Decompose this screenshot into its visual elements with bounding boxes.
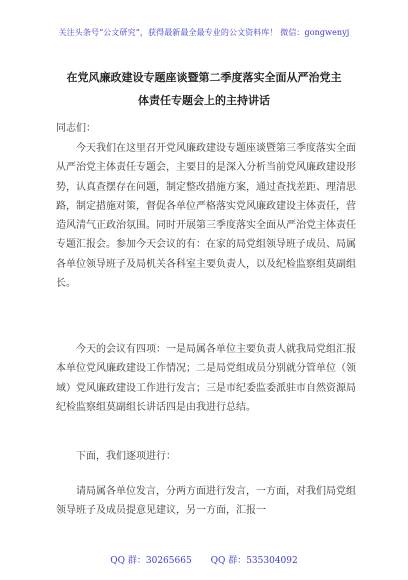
title-line-2: 体责任专题会上的主持讲话 (138, 94, 270, 107)
paragraph-speech-start: 请局属各单位发言，分两方面进行发言，一方面，对我们局党组领导班子及成员提意见建议，另一方面，汇报一 (56, 486, 356, 517)
title-line-1: 在党风廉政建设专题座谈暨第二季度落实全面从严治党主 (66, 71, 342, 84)
footer-qq-group-1: QQ 群：30265665 (110, 556, 192, 566)
paragraph-agenda: 今天的会议有四项：一是局属各单位主要负责人就我局党组汇报本单位党风廉政建设工作情况；二是局党组成员分别就分管单位（领域）党风廉政建设工作进行发言；三是市纪委监委派驻市自然资源局纪检监察组莫副组长讲话四是由我进行总结。 (56, 344, 356, 413)
footer-contacts (0, 553, 408, 566)
footer-qq-group-2: QQ 群：535304092 (210, 556, 298, 566)
header-banner: 关注头条号“公文研究”，获得最新最全最专业的公文资料库！ 微信：gongwenyj (58, 28, 350, 37)
document-title (40, 66, 368, 112)
paragraph-intro: 今天我们在这里召开党风廉政建设专题座谈暨第三季度落实全面从严治党主体责任专题会，主要目的是深入分析当前党风廉政建设形势，认真查摆存在问题，制定整改措施方案，通过查找差距、理清思路，制定措施对策，督促各单位严格落实党风廉政建设主体责任，营造风清气正政治氛围。同时开展第三季度落实全面从严治党主体责任专题汇报会。参加今天会议的有：在家的局党组领导班子成员、局属各单位领导班子及局机关各科室主要负责人，以及纪检监察组莫副组长。 (56, 143, 356, 290)
paragraph-transition: 下面，我们逐项进行： (76, 451, 176, 462)
salutation: 同志们： (56, 123, 96, 134)
